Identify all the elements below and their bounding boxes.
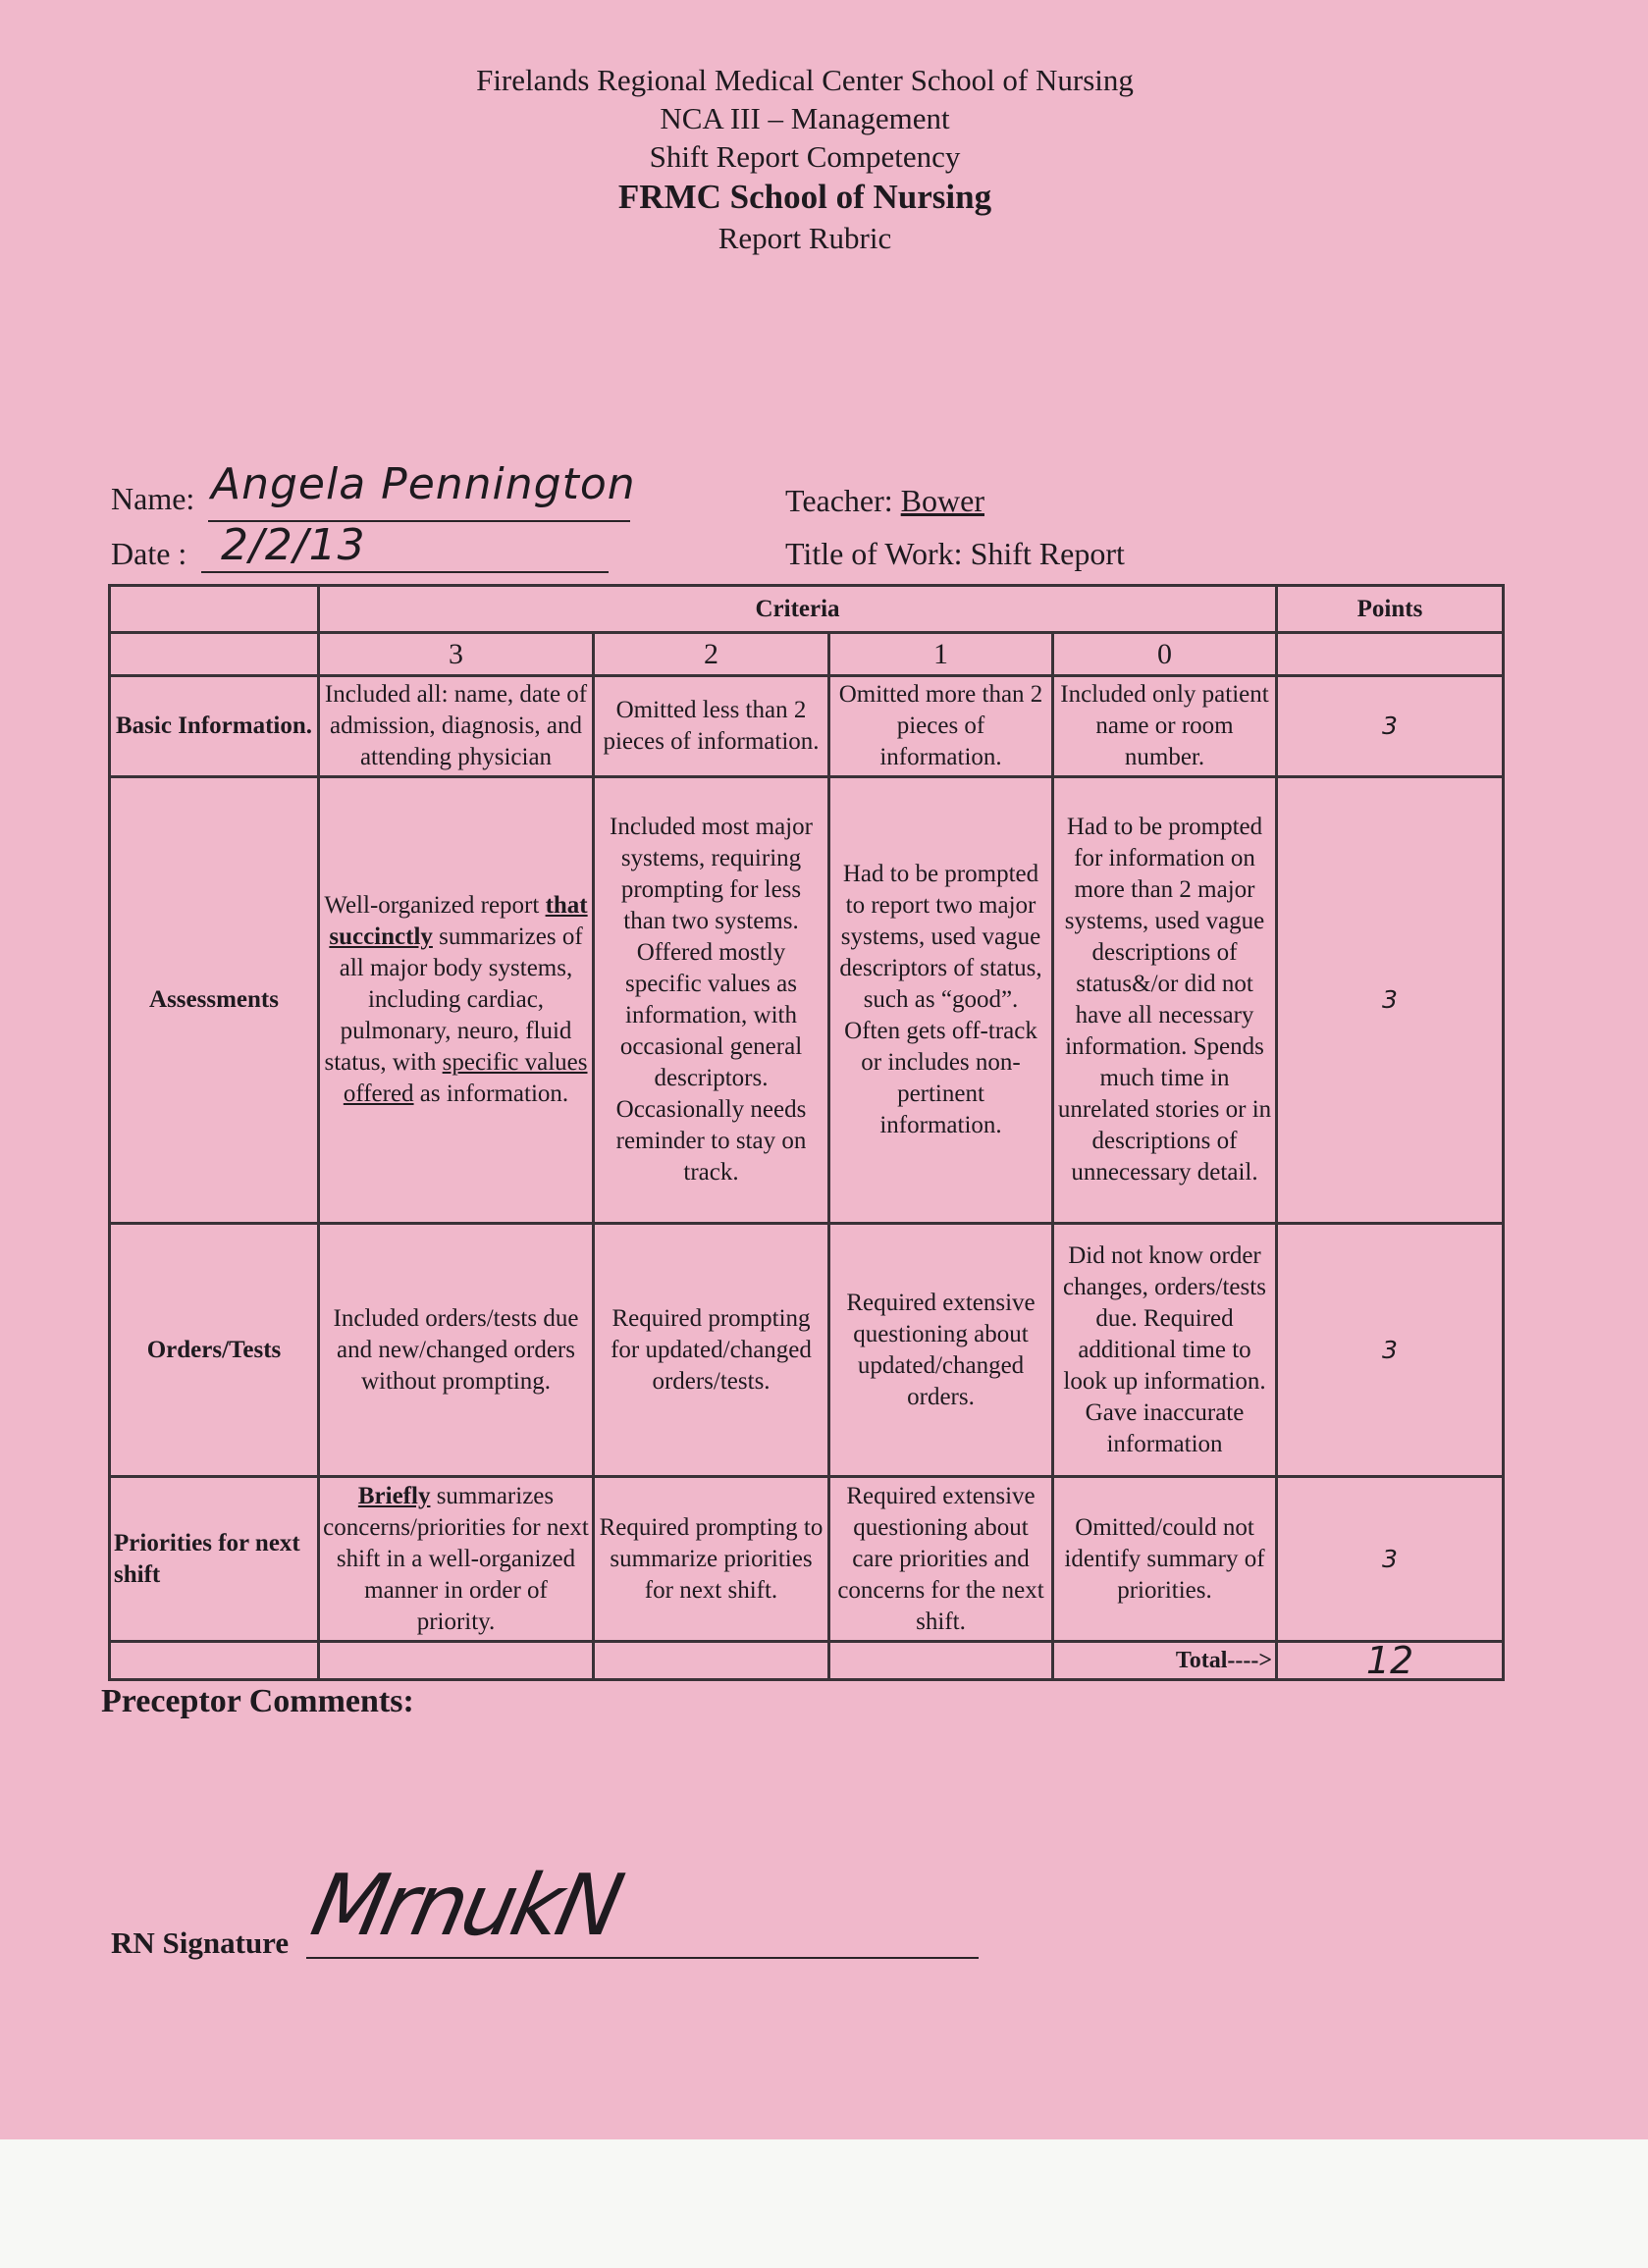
total-row bbox=[110, 1642, 1504, 1680]
points-assessments: 3 bbox=[1277, 777, 1504, 1224]
score-3: 3 bbox=[319, 633, 594, 676]
cell-assessments-0: Had to be prompted for information on more than 2 major systems, used vague descriptions of status&/or did not have all necessary information. Spends much time in unrelated stories or in descriptions of unnecessary detail. bbox=[1053, 777, 1277, 1224]
blank-total-cell bbox=[829, 1642, 1053, 1680]
total-label: Total----> bbox=[1053, 1642, 1277, 1680]
cell-orders-0: Did not know order changes, orders/tests due. Required additional time to look up information. Gave inaccurate information bbox=[1053, 1224, 1277, 1477]
table-row bbox=[110, 777, 1504, 1224]
points-priorities: 3 bbox=[1277, 1477, 1504, 1642]
header-course: NCA III – Management bbox=[660, 101, 950, 135]
title-label: Title of Work: bbox=[785, 536, 963, 571]
date-label: Date : bbox=[111, 536, 187, 571]
assessments-3-mid: summarizes of all major body systems, including cardiac, pulmonary, neuro, fluid status, with bbox=[324, 923, 583, 1076]
score-0: 0 bbox=[1053, 633, 1277, 676]
row-label-basic: Basic Information. bbox=[110, 676, 319, 777]
cell-orders-3: Included orders/tests due and new/changed orders without prompting. bbox=[319, 1224, 594, 1477]
cell-basic-2: Omitted less than 2 pieces of information. bbox=[594, 676, 829, 777]
name-label: Name: bbox=[111, 481, 195, 516]
cell-orders-2: Required prompting for updated/changed orders/tests. bbox=[594, 1224, 829, 1477]
priorities-3-rest: summarizes concerns/priorities for next shift in a well-organized manner in order of priority. bbox=[323, 1482, 589, 1635]
date-value: 2/2/13 bbox=[221, 520, 366, 570]
header-school: Firelands Regional Medical Center School of Nursing bbox=[476, 63, 1134, 97]
score-2: 2 bbox=[594, 633, 829, 676]
row-label-priorities: Priorities for next shift bbox=[110, 1477, 319, 1642]
cell-orders-1: Required extensive questioning about updated/changed orders. bbox=[829, 1224, 1053, 1477]
header-subtitle: Report Rubric bbox=[718, 221, 892, 255]
priorities-3-bold: Briefly bbox=[357, 1482, 431, 1509]
title-field bbox=[785, 536, 1125, 572]
table-row bbox=[110, 676, 1504, 777]
table-row bbox=[110, 1224, 1504, 1477]
cell-priorities-0: Omitted/could not identify summary of priorities. bbox=[1053, 1477, 1277, 1642]
table-row bbox=[110, 1477, 1504, 1642]
score-1: 1 bbox=[829, 633, 1053, 676]
score-row bbox=[110, 633, 1504, 676]
assessments-3-em: that succinctly bbox=[329, 892, 588, 950]
blank-total-cell bbox=[594, 1642, 829, 1680]
cell-priorities-3 bbox=[319, 1477, 594, 1642]
date-line bbox=[201, 571, 609, 573]
cell-assessments-3 bbox=[319, 777, 594, 1224]
cell-assessments-1: Had to be prompted to report two major systems, used vague descriptors of status, such as “good”. Often gets off-track or includes non-pertinent information. bbox=[829, 777, 1053, 1224]
signature-label: RN Signature bbox=[111, 1925, 290, 1960]
cell-basic-1: Omitted more than 2 pieces of information. bbox=[829, 676, 1053, 777]
assessments-3-underlined: specific values offered bbox=[343, 1049, 588, 1107]
cell-basic-0: Included only patient name or room number. bbox=[1053, 676, 1277, 777]
table-header-row bbox=[110, 586, 1504, 633]
document-header bbox=[0, 61, 1610, 257]
handwritten-signature: MrnukN bbox=[303, 1857, 628, 1955]
blank-points-cell bbox=[1277, 633, 1504, 676]
row-label-assessments: Assessments bbox=[110, 777, 319, 1224]
cell-basic-3: Included all: name, date of admission, diagnosis, and attending physician bbox=[319, 676, 594, 777]
criteria-header: Criteria bbox=[319, 586, 1277, 633]
header-title: FRMC School of Nursing bbox=[617, 178, 992, 216]
blank-total-cell bbox=[110, 1642, 319, 1680]
assessments-3-post: as information. bbox=[419, 1081, 569, 1107]
blank-score-cell bbox=[110, 633, 319, 676]
teacher-label: Teacher: bbox=[785, 483, 893, 518]
row-label-orders: Orders/Tests bbox=[110, 1224, 319, 1477]
cell-priorities-1: Required extensive questioning about care priorities and concerns for the next shift. bbox=[829, 1477, 1053, 1642]
blank-total-cell bbox=[319, 1642, 594, 1680]
cell-priorities-2: Required prompting to summarize priorities for next shift. bbox=[594, 1477, 829, 1642]
teacher-field bbox=[785, 483, 984, 519]
header-competency: Shift Report Competency bbox=[649, 139, 961, 174]
name-value: Angela Pennington bbox=[211, 459, 636, 509]
cell-assessments-2: Included most major systems, requiring prompting for less than two systems. Offered mostly specific values as information, with occasional general descriptors. Occasionally needs reminder to stay on track. bbox=[594, 777, 829, 1224]
points-basic: 3 bbox=[1277, 676, 1504, 777]
points-header: Points bbox=[1277, 586, 1504, 633]
assessments-3-pre: Well-organized report bbox=[324, 892, 540, 919]
blank-header-cell bbox=[110, 586, 319, 633]
total-value: 12 bbox=[1277, 1642, 1504, 1680]
points-orders: 3 bbox=[1277, 1224, 1504, 1477]
preceptor-comments-label: Preceptor Comments: bbox=[101, 1683, 414, 1719]
signature-line bbox=[306, 1957, 979, 1959]
rubric-table bbox=[108, 584, 1505, 1681]
title-value: Shift Report bbox=[970, 536, 1125, 571]
teacher-value: Bower bbox=[900, 483, 984, 518]
